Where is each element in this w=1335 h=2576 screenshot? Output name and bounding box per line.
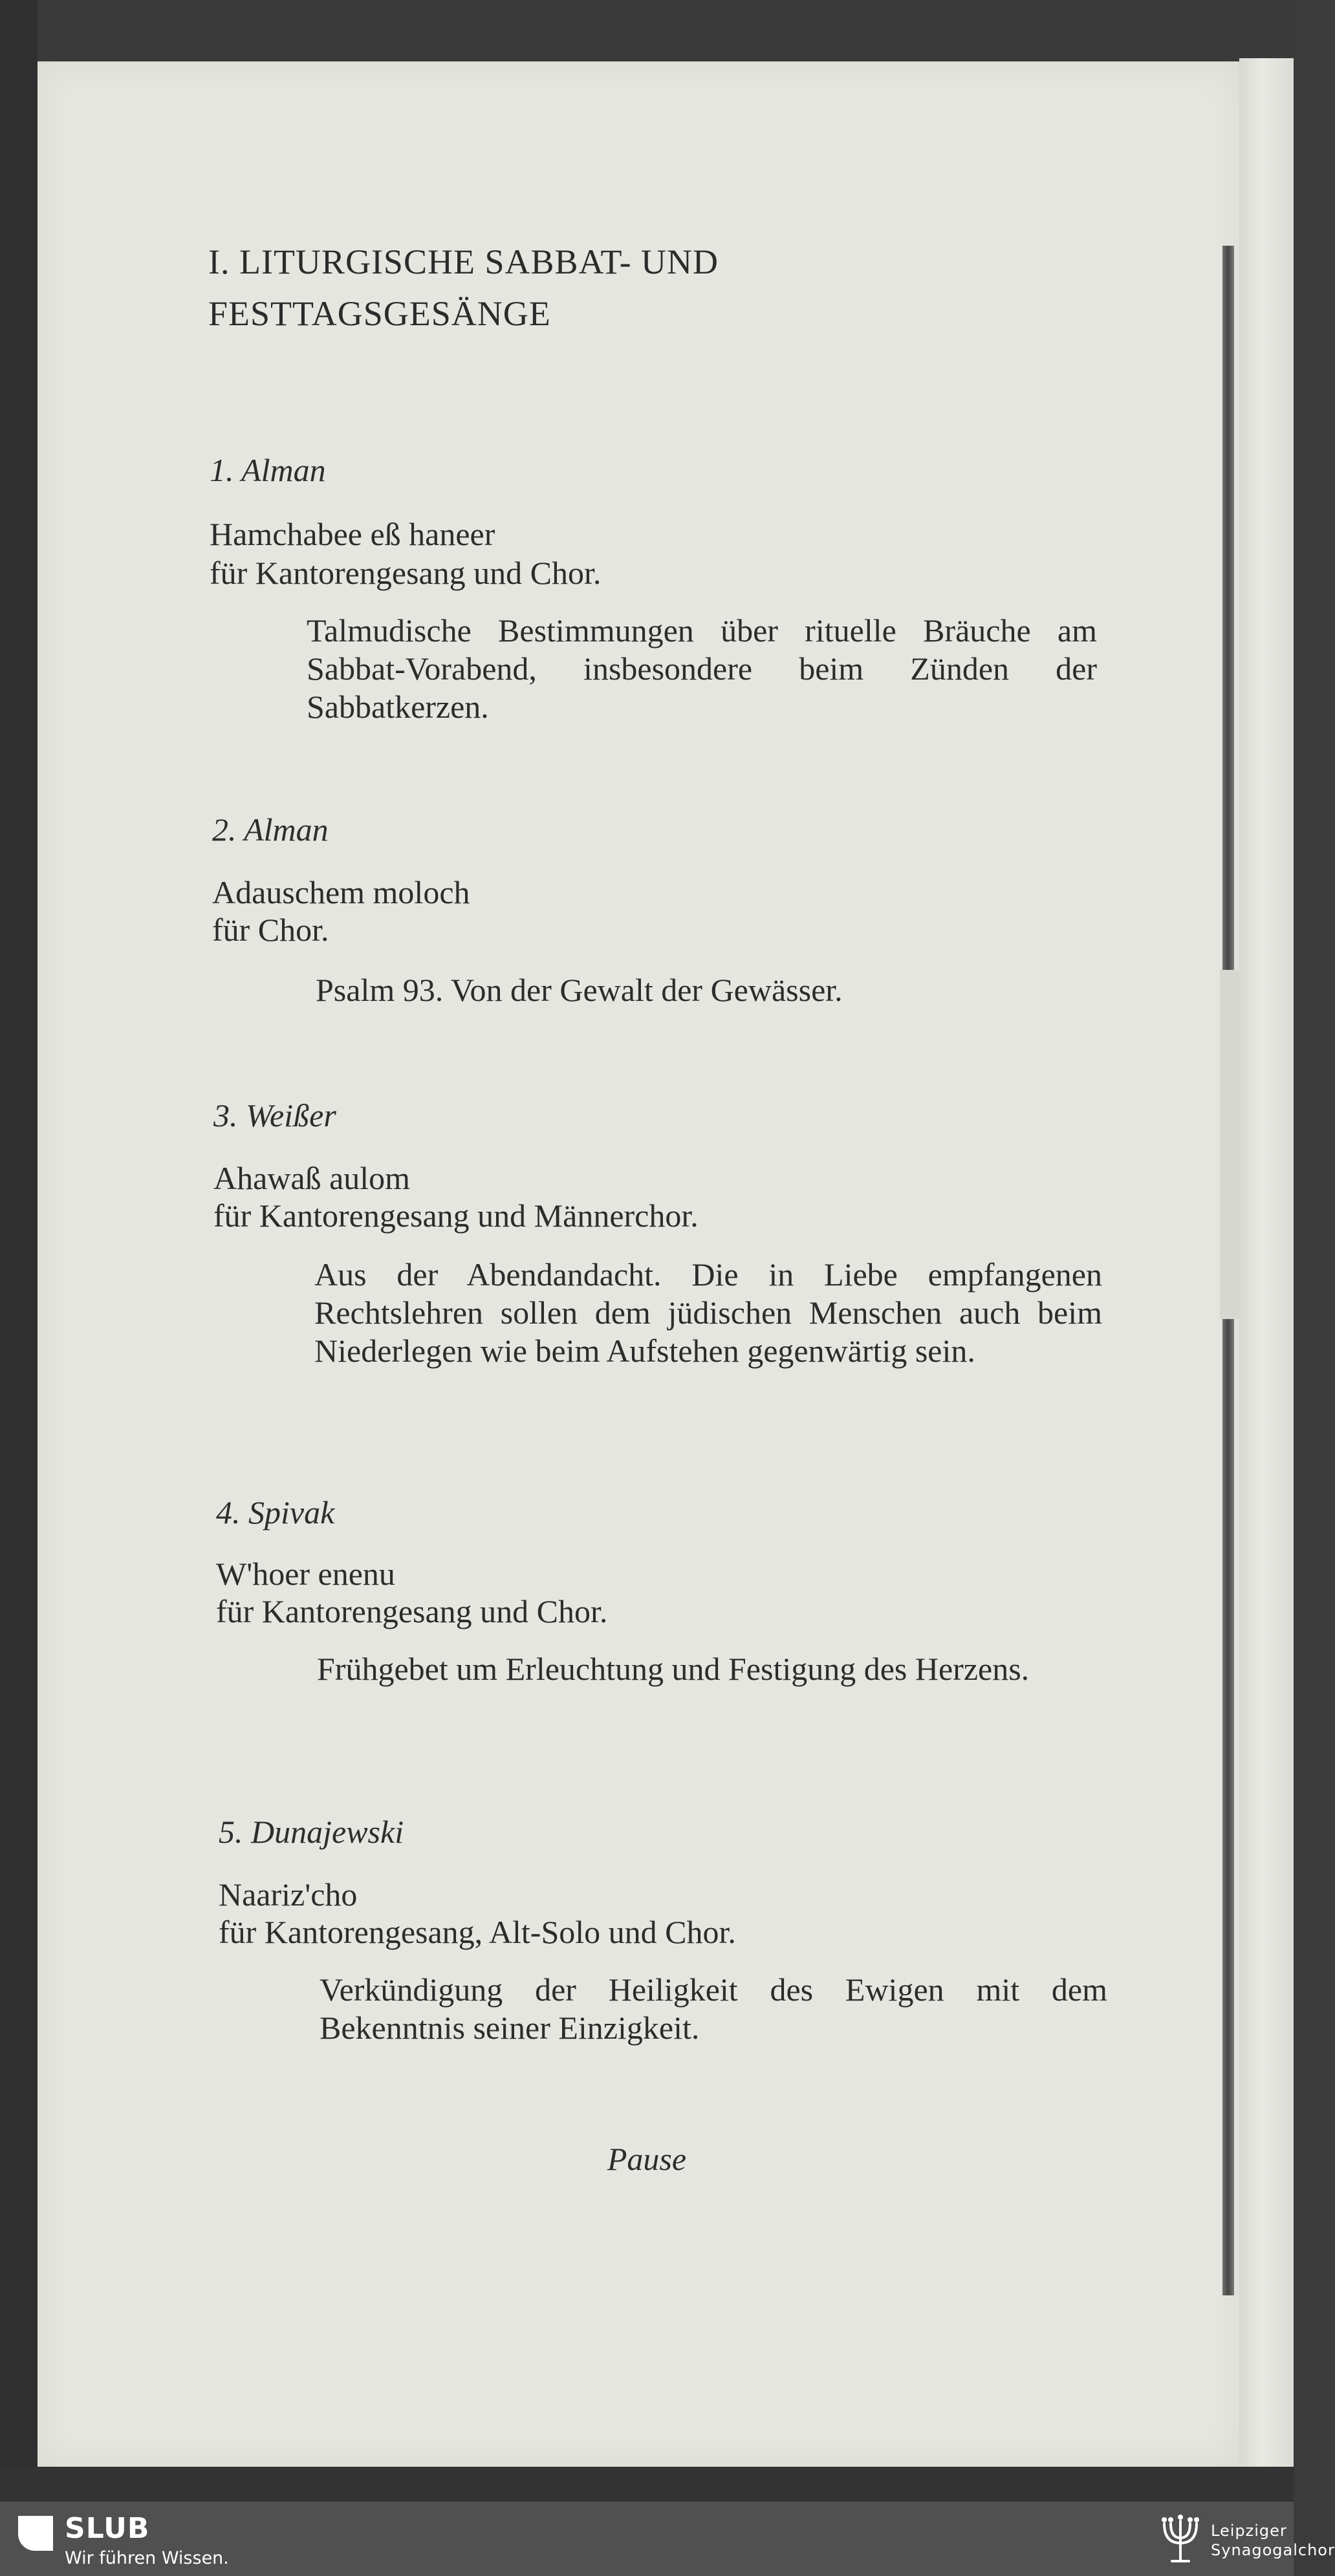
item-3-description: Aus der Abendandacht. Die in Liebe empfangenen Rechtslehren sollen dem jüdischen Menschen auch beim Niederlegen wie beim Aufstehen gegenwärtig sein.: [314, 1256, 1102, 1369]
slub-tagline: Wir führen Wissen.: [65, 2548, 229, 2568]
item-1-description: Talmudische Bestimmungen über rituelle Bräuche am Sabbat-Vorabend, insbesondere beim Zünden der Sabbatkerzen.: [307, 612, 1097, 725]
item-2-description: Psalm 93. Von der Gewalt der Gewässer.: [316, 972, 843, 1008]
intermission-label: Pause: [607, 2141, 687, 2177]
item-2-title: Adauschem moloch: [212, 874, 470, 910]
item-5-title: Naariz'cho: [219, 1876, 358, 1913]
item-5-setting: für Kantorengesang, Alt-Solo und Chor.: [219, 1914, 736, 1950]
partner-name: [1211, 2521, 1335, 2560]
item-1-composer: 1. Alman: [210, 452, 326, 488]
item-4-composer: 4. Spivak: [216, 1494, 335, 1530]
item-4-description: Frühgebet um Erleuchtung und Festigung des Herzens.: [317, 1651, 1030, 1687]
item-5-description: Verkündigung der Heiligkeit des Ewigen mit dem Bekenntnis seiner Einzigkeit.: [320, 1971, 1107, 2046]
item-2-composer: 2. Alman: [212, 811, 329, 848]
item-3-title: Ahawaß aulom: [213, 1160, 411, 1196]
item-1-title: Hamchabee eß haneer: [210, 516, 495, 552]
item-4-setting: für Kantorengesang und Chor.: [216, 1593, 608, 1629]
item-3-setting: für Kantorengesang und Männerchor.: [213, 1197, 699, 1234]
item-4-title: W'hoer enenu: [216, 1556, 395, 1592]
section-title: [208, 236, 719, 339]
next-page-edge: [1239, 58, 1294, 2470]
scan-border-top: [0, 0, 1294, 61]
item-3-composer: 3. Weißer: [213, 1097, 336, 1133]
partner-name-line-2: Synagogalchor: [1211, 2541, 1335, 2559]
item-1-setting: für Kantorengesang und Chor.: [210, 555, 602, 591]
section-title-line-1: I. LITURGISCHE SABBAT- UND: [208, 242, 719, 281]
viewer-footer: [0, 2502, 1335, 2576]
binding-gap: [1220, 970, 1239, 1319]
scan-border-bottom: [0, 2467, 1294, 2502]
scan-border-left: [0, 0, 38, 2576]
partner-name-line-1: Leipziger: [1211, 2522, 1287, 2540]
section-title-line-2: FESTTAGSGESÄNGE: [208, 294, 551, 333]
item-5-composer: 5. Dunajewski: [219, 1814, 404, 1850]
slub-logo-icon: [18, 2516, 53, 2551]
menorah-icon: [1158, 2509, 1203, 2568]
slub-logo-name: SLUB: [65, 2512, 150, 2545]
item-2-setting: für Chor.: [212, 912, 329, 948]
